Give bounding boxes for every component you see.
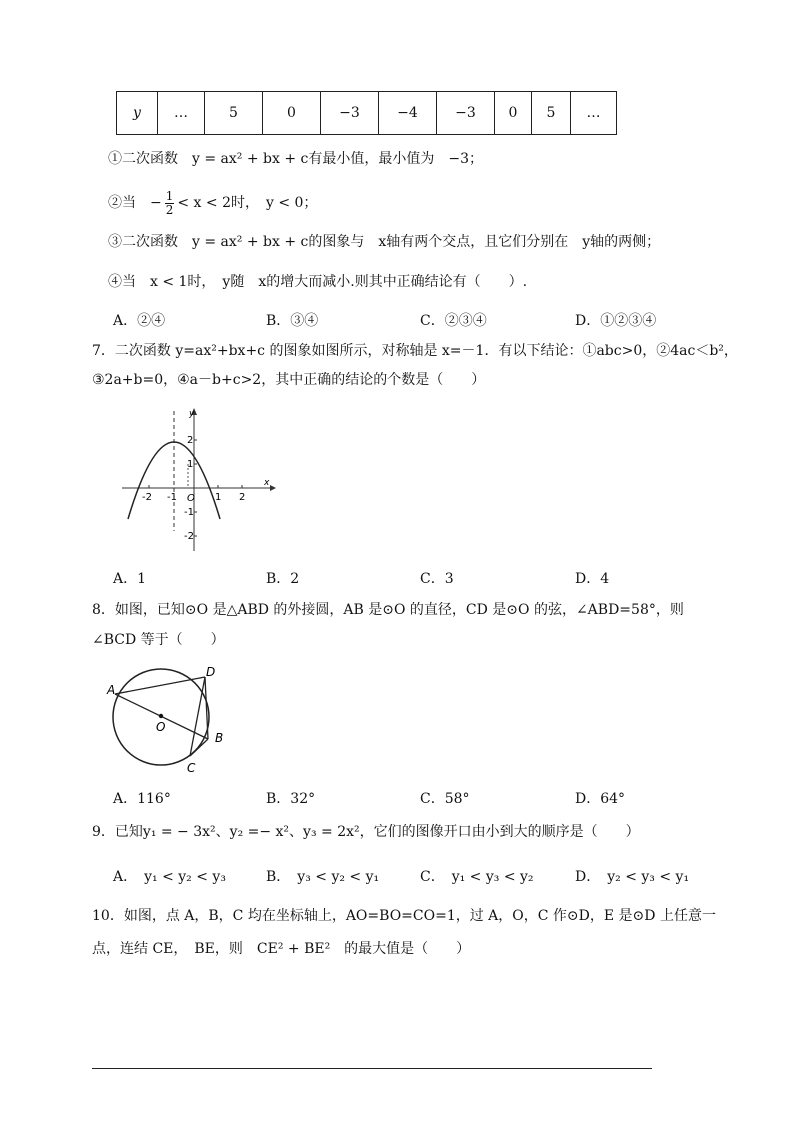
x-tick-label: 2 (239, 492, 246, 503)
q6-option-d: D．①②③④ (575, 313, 657, 329)
table-cell: … (158, 92, 205, 135)
q7-option-c: C．3 (420, 571, 454, 587)
x-tick-label: 1 (215, 492, 222, 503)
table-cell: … (571, 92, 617, 135)
x-tick-label: -2 (142, 492, 152, 503)
point-a-label: A (107, 683, 116, 697)
q9-option-a: A． y₁ < y₂ < y₃ (113, 869, 226, 885)
q10-text-line-1: 10．如图，点 A，B，C 均在坐标轴上，AO=BO=CO=1，过 A，O，C 作⊙D，E 是⊙D 上任意一 (92, 908, 716, 924)
q9-option-b: B． y₃ < y₂ < y₁ (266, 869, 380, 885)
q8-circle-figure (104, 662, 244, 780)
q6-statement-2 (108, 189, 317, 217)
q7-option-b: B．2 (266, 571, 300, 587)
table-cell: 5 (532, 92, 571, 135)
table-cell: −4 (379, 92, 437, 135)
q6-option-b: B．③④ (266, 313, 319, 329)
point-o-label: O (156, 720, 166, 734)
q7-text-line-2: ③2a+b=0，④a－b+c>2，其中正确的结论的个数是（ ） (92, 372, 486, 388)
q9-option-d: D． y₂ < y₃ < y₁ (575, 869, 690, 885)
q8-text-line-2: ∠BCD 等于（ ） (92, 632, 225, 648)
point-b-label: B (215, 731, 224, 745)
chord-ad (115, 677, 205, 694)
q8-option-a: A．116° (113, 791, 171, 807)
x-axis-arrow (270, 485, 276, 491)
center-point (159, 714, 163, 718)
fraction-denominator: 2 (165, 202, 174, 217)
table-cell: −3 (437, 92, 495, 135)
q8-text-line-1: 8．如图，已知⊙O 是△ABD 的外接圆，AB 是⊙O 的直径，CD 是⊙O 的弦，∠ABD=58°，则 (92, 602, 684, 618)
table-cell: y (117, 92, 158, 135)
origin-label: O (187, 493, 195, 504)
values-table (116, 91, 617, 135)
q6-statement-1: ①二次函数 y = ax² + bx + c有最小值，最小值为 −3； (108, 151, 483, 167)
q6-statement-2-prefix: ②当 − (108, 195, 162, 211)
q10-text-line-2: 点，连结 CE， BE，则 CE² + BE² 的最大值是（ ） (92, 941, 471, 957)
y-tick-label: 2 (187, 435, 194, 446)
x-axis-label: x (264, 478, 270, 488)
q7-text-line-1: 7．二次函数 y=ax²+bx+c 的图象如图所示，对称轴是 x=－1．有以下结论：①abc>0，②4ac＜b²， (92, 343, 738, 359)
q6-option-c: C．②③④ (420, 313, 487, 329)
q6-statement-4: ④当 x < 1时， y随 x的增大而减小.则其中正确结论有（ ）. (108, 274, 528, 290)
table-cell: 5 (205, 92, 263, 135)
table-cell: 0 (495, 92, 532, 135)
q6-statement-2-suffix: < x < 2时， y < 0； (177, 195, 318, 211)
table-row (117, 92, 617, 135)
q8-option-b: B．32° (266, 791, 316, 807)
q6-statement-3: ③二次函数 y = ax² + bx + c的图象与 x轴有两个交点，且它们分别在 y轴的两侧； (108, 234, 661, 250)
q9-option-c: C． y₁ < y₃ < y₂ (420, 869, 534, 885)
q8-option-d: D．64° (575, 791, 626, 807)
y-tick-label: -1 (184, 507, 194, 518)
q7-option-a: A．1 (113, 571, 147, 587)
q9-text-line-1: 9．已知y₁ = − 3x²、y₂ =− x²、y₃ = 2x²，它们的图像开口由小到大的顺序是（ ） (92, 824, 640, 840)
y-axis-label: y (189, 409, 195, 419)
q8-option-c: C．58° (420, 791, 470, 807)
y-tick-label: 1 (187, 459, 194, 470)
point-d-label: D (206, 665, 216, 679)
q6-option-a: A．②④ (113, 313, 166, 329)
table-cell: 0 (263, 92, 321, 135)
footer-divider (92, 1068, 652, 1069)
fraction-numerator: 1 (165, 188, 174, 203)
x-tick-label: -1 (167, 492, 177, 503)
q7-parabola-graph (118, 405, 278, 555)
fraction (165, 190, 175, 217)
q7-option-d: D．4 (575, 571, 610, 587)
y-tick-label: -2 (184, 531, 194, 542)
point-c-label: C (187, 761, 196, 775)
table-cell: −3 (321, 92, 379, 135)
